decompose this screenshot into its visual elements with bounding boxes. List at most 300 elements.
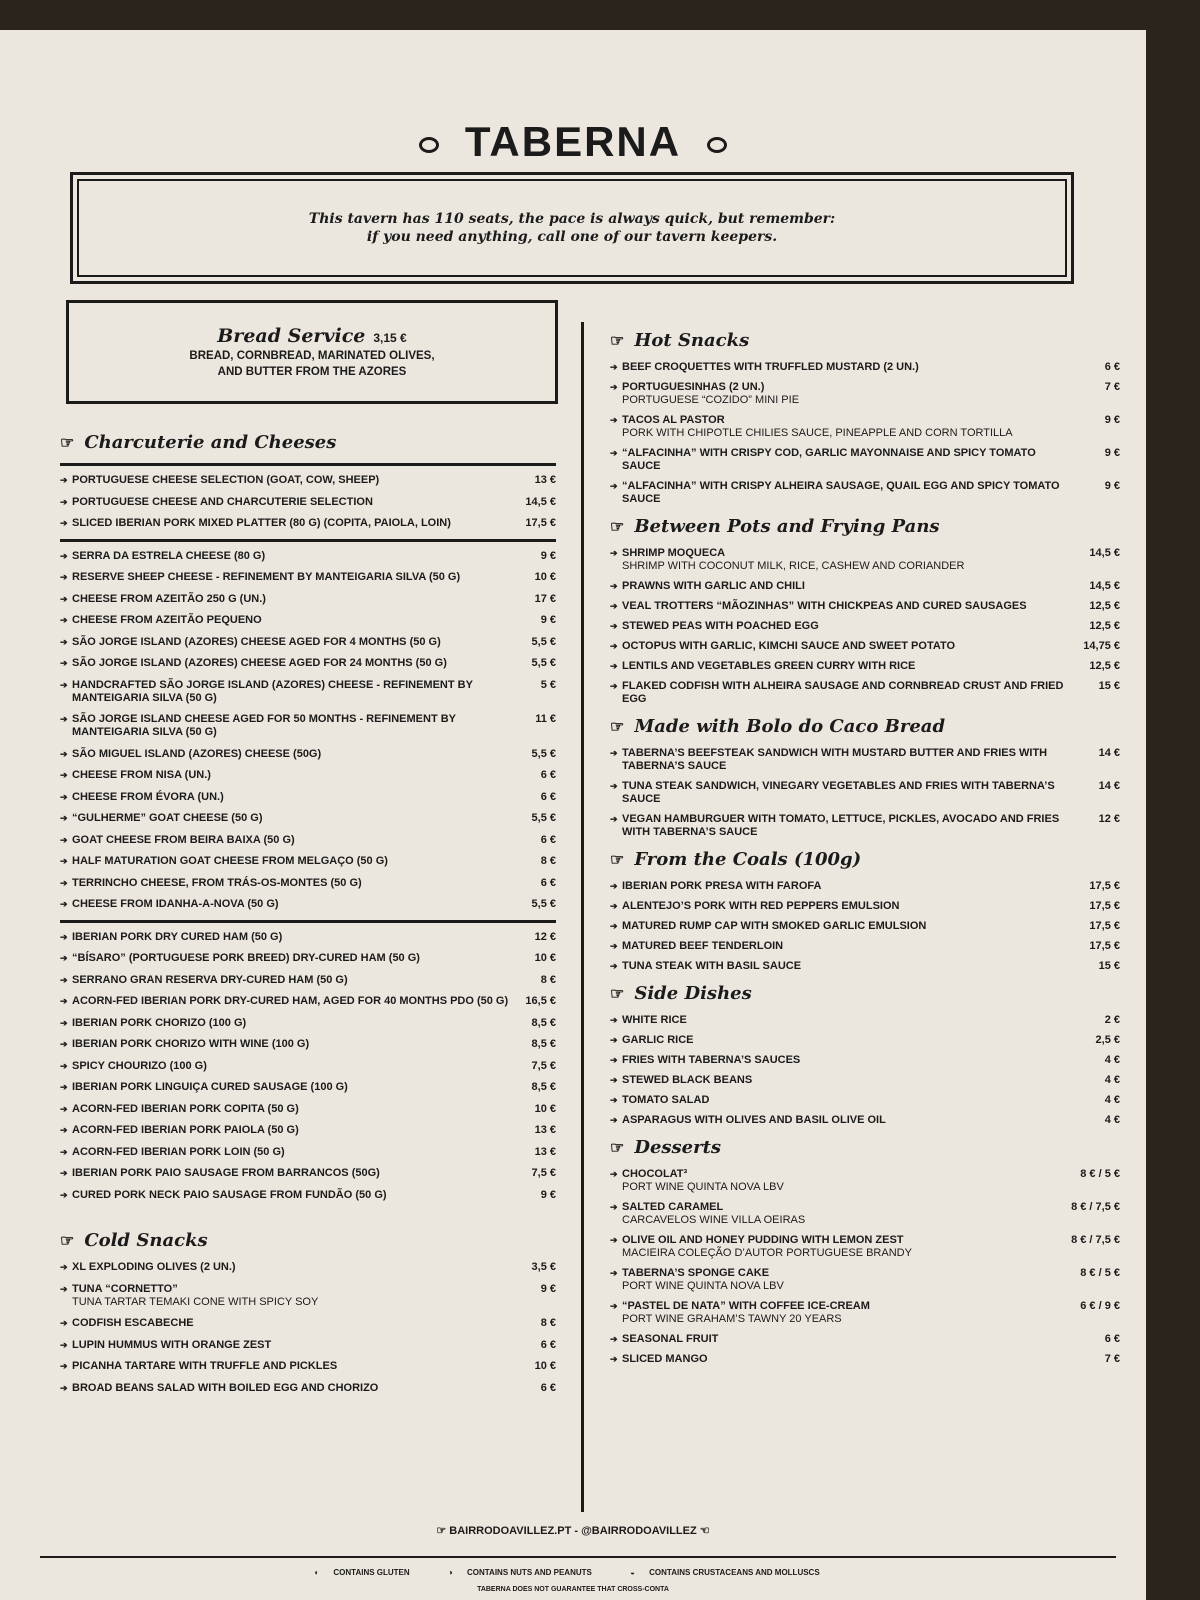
- menu-item: [610, 960, 1120, 973]
- menu-item: [610, 620, 1120, 633]
- menu-item: [60, 713, 556, 739]
- section-rule: [60, 539, 556, 542]
- bread-price: 3,15 €: [373, 331, 407, 345]
- bread-title: Bread Service: [217, 325, 366, 347]
- arrow-icon: ➔: [60, 974, 68, 985]
- menu-item-name: IBERIAN PORK LINGUIÇA CURED SAUSAGE (100 G): [72, 1081, 348, 1093]
- menu-item-name: VEGAN HAMBURGUER WITH TOMATO, LETTUCE, PICKLES, AVOCADO AND FRIES WITH TABERNA’S SAUCE: [622, 813, 1060, 838]
- menu-item: [60, 1081, 556, 1094]
- menu-item-name: “PASTEL DE NATA” WITH COFFEE ICE-CREAM: [622, 1300, 870, 1312]
- menu-item-price: 5,5 €: [531, 635, 556, 648]
- arrow-icon: ➔: [60, 679, 68, 690]
- arrow-icon: ➔: [610, 1075, 618, 1085]
- website-link[interactable]: BAIRRODOAVILLEZ.PT: [449, 1525, 572, 1537]
- arrow-icon: ➔: [610, 621, 618, 631]
- menu-item-price: 2 €: [1104, 1014, 1120, 1026]
- bread-desc-1: BREAD, CORNBREAD, MARINATED OLIVES,: [189, 350, 435, 362]
- menu-item-name: TOMATO SALAD: [622, 1094, 710, 1106]
- menu-item-name: IBERIAN PORK CHORIZO (100 G): [72, 1016, 247, 1029]
- menu-item-name: PORTUGUESE CHEESE AND CHARCUTERIE SELECTION: [72, 495, 373, 508]
- arrow-icon: ➔: [610, 901, 618, 911]
- arrow-icon: ➔: [60, 1125, 68, 1135]
- menu-item-desc: PORT WINE QUINTA NOVA LBV: [622, 1280, 784, 1292]
- menu-item-name: SERRANO GRAN RESERVA DRY-CURED HAM (50 G): [72, 973, 348, 986]
- menu-item: [60, 995, 556, 1008]
- menu-item-price: 17,5 €: [1089, 880, 1120, 892]
- menu-item-name: “BÍSARO” (PORTUGUESE PORK BREED) DRY-CURED HAM (50 G): [72, 952, 420, 964]
- menu-item: [60, 974, 556, 987]
- menu-item-name: CHEESE FROM AZEITÃO PEQUENO: [72, 614, 262, 626]
- section-bolo-do-caco: ☞ Made with Bolo do Caco Bread: [610, 716, 946, 737]
- arrow-icon: ➔: [610, 1115, 618, 1125]
- menu-item-price: 5,5 €: [531, 898, 556, 910]
- menu-item-price: 6 €: [540, 1381, 556, 1394]
- menu-item-name: IBERIAN PORK CHORIZO WITH WINE (100 G): [72, 1038, 310, 1050]
- arrow-icon: ➔: [60, 636, 68, 647]
- arrow-icon: ➔: [60, 770, 68, 780]
- legend-nuts: CONTAINS NUTS AND PEANUTS: [466, 1568, 592, 1577]
- arrow-icon: ➔: [60, 791, 68, 802]
- menu-item-name: CHEESE FROM AZEITÃO 250 G (UN.): [72, 592, 266, 605]
- menu-item: [610, 1201, 1120, 1227]
- menu-item-price: 3,5 €: [531, 1261, 556, 1273]
- arrow-icon: ➔: [610, 881, 618, 891]
- column-divider: [581, 322, 584, 1512]
- arrow-icon: ➔: [60, 1382, 68, 1393]
- menu-item-name: ALENTEJO’S PORK WITH RED PEPPERS EMULSION: [622, 900, 900, 912]
- section-from-coals: ☞ From the Coals (100g): [610, 849, 862, 870]
- menu-item: [60, 1017, 556, 1030]
- arrow-icon: ➔: [60, 1339, 68, 1350]
- menu-item-price: 2,5 €: [1095, 1034, 1120, 1046]
- menu-item: [60, 769, 556, 782]
- menu-item: [610, 1014, 1120, 1027]
- menu-item-price: 15 €: [1098, 960, 1120, 972]
- arrow-icon: ➔: [610, 601, 618, 611]
- menu-item-price: 6 €: [540, 769, 556, 781]
- menu-item-name: SLICED MANGO: [622, 1353, 708, 1365]
- menu-item-name: GOAT CHEESE FROM BEIRA BAIXA (50 G): [72, 833, 295, 846]
- menu-item: [60, 1060, 556, 1073]
- menu-item-name: TABERNA’S SPONGE CAKE: [622, 1267, 770, 1279]
- menu-item: [610, 813, 1120, 839]
- arrow-icon: ➔: [610, 661, 618, 671]
- menu-item-name: PORTUGUESE CHEESE SELECTION (GOAT, COW, SHEEP): [72, 474, 380, 486]
- notice-box: [70, 172, 1074, 284]
- menu-item-name: FLAKED CODFISH WITH ALHEIRA SAUSAGE AND CORNBREAD CRUST AND FRIED EGG: [622, 680, 1064, 705]
- menu-item: [610, 447, 1120, 473]
- pointing-hand-icon: ☞: [60, 433, 75, 452]
- menu-item: [610, 414, 1120, 440]
- arrow-icon: ➔: [610, 1268, 618, 1278]
- arrow-icon: ➔: [610, 1035, 618, 1045]
- menu-item: [60, 679, 556, 705]
- arrow-icon: ➔: [60, 1103, 68, 1114]
- menu-item: [610, 880, 1120, 893]
- menu-item-name: STEWED PEAS WITH POACHED EGG: [622, 620, 819, 632]
- menu-item: [610, 1034, 1120, 1047]
- pointing-hand-icon: ☞: [610, 850, 625, 869]
- ornament-icon: [419, 137, 439, 153]
- menu-item: [610, 1267, 1120, 1293]
- menu-item-name: STEWED BLACK BEANS: [622, 1074, 753, 1086]
- menu-item-price: 13 €: [534, 474, 556, 486]
- menu-item-desc: TUNA TARTAR TEMAKI CONE WITH SPICY SOY: [72, 1295, 319, 1308]
- menu-item-price: 17,5 €: [1089, 940, 1120, 952]
- menu-item: [610, 1074, 1120, 1087]
- menu-item-price: 4 €: [1104, 1094, 1120, 1106]
- menu-item-name: XL EXPLODING OLIVES (2 UN.): [72, 1261, 236, 1273]
- menu-item-price: 13 €: [534, 1145, 556, 1158]
- section-pots-pans: ☞ Between Pots and Frying Pans: [610, 516, 940, 537]
- menu-item-name: RESERVE SHEEP CHEESE - REFINEMENT BY MANTEIGARIA SILVA (50 G): [72, 571, 461, 583]
- notice-line-1: This tavern has 110 seats, the pace is always quick, but remember:: [308, 211, 836, 227]
- menu-item-name: CHEESE FROM NISA (UN.): [72, 769, 211, 781]
- menu-item-name: WHITE RICE: [622, 1014, 687, 1026]
- menu-item-name: SÃO JORGE ISLAND CHEESE AGED FOR 50 MONTHS - REFINEMENT BY MANTEIGARIA SILVA (50 G): [72, 713, 456, 738]
- pointing-hand-icon: ☞: [610, 984, 625, 1003]
- menu-item-price: 9 €: [540, 614, 556, 626]
- left-column: [60, 422, 556, 1403]
- menu-item-name: SHRIMP MOQUECA: [622, 547, 726, 559]
- menu-item-price: 8 € / 7,5 €: [1071, 1234, 1120, 1246]
- menu-item-price: 6 €: [1104, 1333, 1120, 1345]
- menu-item-desc: SHRIMP WITH COCONUT MILK, RICE, CASHEW AND CORIANDER: [622, 560, 965, 572]
- menu-item-price: 8 €: [540, 1317, 556, 1329]
- arrow-icon: ➔: [60, 748, 68, 759]
- menu-item-price: 5,5 €: [531, 657, 556, 669]
- menu-item-name: “ALFACINHA” WITH CRISPY COD, GARLIC MAYONNAISE AND SPICY TOMATO SAUCE: [622, 447, 1036, 472]
- social-handle[interactable]: @BAIRRODOAVILLEZ: [581, 1525, 697, 1537]
- menu-item: [610, 900, 1120, 913]
- menu-item: [610, 1353, 1120, 1366]
- menu-item-price: 13 €: [534, 1124, 556, 1136]
- menu-item: [60, 550, 556, 563]
- arrow-icon: ➔: [610, 1055, 618, 1065]
- menu-item-price: 14,5 €: [1089, 580, 1120, 592]
- menu-item-name: TUNA STEAK WITH BASIL SAUCE: [622, 960, 802, 972]
- menu-item-name: SLICED IBERIAN PORK MIXED PLATTER (80 G) (COPITA, PAIOLA, LOIN): [72, 517, 451, 529]
- menu-item: [610, 580, 1120, 593]
- arrow-icon: ➔: [610, 814, 618, 824]
- menu-item-name: SEASONAL FRUIT: [622, 1333, 719, 1345]
- menu-item-price: 7 €: [1104, 1353, 1120, 1365]
- arrow-icon: ➔: [60, 615, 68, 625]
- menu-item-price: 6 €: [540, 833, 556, 846]
- menu-item-price: 16,5 €: [525, 995, 556, 1007]
- menu-item-name: CODFISH ESCABECHE: [72, 1317, 194, 1329]
- arrow-icon: ➔: [610, 548, 618, 558]
- arrow-icon: ➔: [60, 1039, 68, 1049]
- footer-links: ☞ BAIRRODOAVILLEZ.PT - @BAIRRODOAVILLEZ ☜: [436, 1525, 710, 1537]
- menu-item-name: ACORN-FED IBERIAN PORK DRY-CURED HAM, AGED FOR 40 MONTHS PDO (50 G): [72, 995, 509, 1007]
- menu-item-price: 6 €: [540, 1338, 556, 1351]
- menu-item-name: OCTOPUS WITH GARLIC, KIMCHI SAUCE AND SWEET POTATO: [622, 640, 956, 652]
- menu-item-price: 14,5 €: [1089, 547, 1120, 559]
- menu-item-price: 6 €: [540, 876, 556, 889]
- menu-item: [610, 381, 1120, 407]
- menu-item-price: 11 €: [535, 713, 556, 725]
- arrow-icon: ➔: [60, 572, 68, 582]
- menu-item-price: 17 €: [534, 592, 556, 605]
- menu-item-price: 14,5 €: [525, 495, 556, 508]
- menu-item: [60, 855, 556, 868]
- menu-item-price: 6 €: [1104, 361, 1120, 373]
- arrow-icon: ➔: [610, 1015, 618, 1025]
- arrow-icon: ➔: [60, 834, 68, 845]
- menu-item-desc: PORT WINE QUINTA NOVA LBV: [622, 1181, 784, 1193]
- menu-item-name: IBERIAN PORK DRY CURED HAM (50 G): [72, 930, 283, 943]
- notice-line-2: if you need anything, call one of our tavern keepers.: [366, 229, 778, 245]
- arrow-icon: ➔: [60, 1082, 68, 1092]
- menu-item-price: 7,5 €: [531, 1059, 556, 1072]
- arrow-icon: ➔: [610, 681, 618, 691]
- menu-item-price: 9 €: [1104, 480, 1120, 492]
- arrow-icon: ➔: [60, 518, 68, 528]
- arrow-icon: ➔: [60, 813, 68, 823]
- menu-item: [610, 780, 1120, 806]
- menu-item-price: 7 €: [1104, 381, 1120, 393]
- menu-item-price: 17,5 €: [1089, 900, 1120, 912]
- menu-item: [60, 1038, 556, 1051]
- arrow-icon: ➔: [610, 921, 618, 931]
- menu-item-name: PRAWNS WITH GARLIC AND CHILI: [622, 580, 805, 592]
- menu-item: [60, 931, 556, 944]
- arrow-icon: ➔: [610, 641, 618, 651]
- menu-item-price: 17,5 €: [525, 517, 556, 529]
- menu-item: [60, 571, 556, 584]
- section-desserts: ☞ Desserts: [610, 1137, 722, 1158]
- menu-item: [610, 1300, 1120, 1326]
- ornament-icon: [707, 137, 727, 153]
- menu-item-name: “ALFACINHA” WITH CRISPY ALHEIRA SAUSAGE, QUAIL EGG AND SPICY TOMATO SAUCE: [622, 480, 1060, 505]
- arrow-icon: ➔: [610, 1334, 618, 1344]
- pointing-hand-icon: ☞: [60, 1231, 75, 1250]
- section-rule: [60, 920, 556, 923]
- menu-item-name: “GULHERME” GOAT CHEESE (50 G): [72, 812, 263, 824]
- menu-item-price: 5,5 €: [531, 812, 556, 824]
- arrow-icon: ➔: [60, 1060, 68, 1071]
- menu-item-name: CHEESE FROM IDANHA-A-NOVA (50 G): [72, 898, 279, 910]
- menu-item: [60, 636, 556, 649]
- menu-item-price: 9 €: [1104, 447, 1120, 459]
- menu-item-name: IBERIAN PORK PAIO SAUSAGE FROM BARRANCOS (50G): [72, 1167, 380, 1179]
- menu-item-price: 5,5 €: [531, 747, 556, 760]
- arrow-icon: ➔: [610, 581, 618, 591]
- menu-item-name: SÃO JORGE ISLAND (AZORES) CHEESE AGED FOR 4 MONTHS (50 G): [72, 635, 441, 648]
- menu-item: [60, 1189, 556, 1202]
- menu-item-name: SPICY CHOURIZO (100 G): [72, 1059, 207, 1072]
- menu-item-name: TABERNA’S BEEFSTEAK SANDWICH WITH MUSTARD BUTTER AND FRIES WITH TABERNA’S SAUCE: [622, 747, 1048, 772]
- menu-title: TABERNA: [0, 118, 1146, 166]
- arrow-icon: ➔: [610, 961, 618, 971]
- arrow-icon: ➔: [60, 1189, 68, 1200]
- menu-item: [60, 898, 556, 911]
- menu-item: [60, 952, 556, 965]
- menu-item-desc: CARCAVELOS WINE VILLA OEIRAS: [622, 1214, 806, 1226]
- menu-item-desc: PORTUGUESE “COZIDO” MINI PIE: [622, 394, 800, 406]
- menu-item: [60, 1283, 556, 1309]
- arrow-icon: ➔: [610, 415, 618, 425]
- menu-item: [60, 1167, 556, 1180]
- menu-item: [610, 1234, 1120, 1260]
- menu-item: [610, 747, 1120, 773]
- section-cold-snacks: ☞ Cold Snacks: [60, 1230, 208, 1251]
- arrow-icon: ➔: [60, 931, 68, 942]
- arrow-icon: ➔: [610, 1095, 618, 1105]
- menu-item: [610, 1168, 1120, 1194]
- menu-item-name: ACORN-FED IBERIAN PORK PAIOLA (50 G): [72, 1124, 299, 1136]
- arrow-icon: ➔: [60, 899, 68, 909]
- menu-item: [60, 748, 556, 761]
- footer-rule: [40, 1556, 1116, 1558]
- menu-item-name: CURED PORK NECK PAIO SAUSAGE FROM FUNDÃO (50 G): [72, 1188, 387, 1201]
- menu-item-price: 9 €: [540, 1282, 556, 1295]
- menu-item: [60, 1103, 556, 1116]
- arrow-icon: ➔: [60, 1017, 68, 1028]
- menu-item-price: 8 € / 5 €: [1080, 1267, 1120, 1279]
- menu-item: [610, 1333, 1120, 1346]
- menu-item-name: OLIVE OIL AND HONEY PUDDING WITH LEMON ZEST: [622, 1234, 904, 1246]
- menu-item: [60, 834, 556, 847]
- menu-item-name: LUPIN HUMMUS WITH ORANGE ZEST: [72, 1338, 272, 1351]
- arrow-icon: ➔: [60, 593, 68, 604]
- menu-item-name: PICANHA TARTARE WITH TRUFFLE AND PICKLES: [72, 1360, 338, 1372]
- menu-item-price: 12 €: [534, 930, 556, 943]
- arrow-icon: ➔: [60, 1262, 68, 1272]
- arrow-icon: ➔: [610, 382, 618, 392]
- menu-item-name: TERRINCHO CHEESE, FROM TRÁS-OS-MONTES (50 G): [72, 876, 362, 889]
- menu-item: [610, 920, 1120, 933]
- menu-item: [60, 1146, 556, 1159]
- pointing-hand-icon: ☞: [610, 517, 625, 536]
- menu-item-price: 4 €: [1104, 1054, 1120, 1066]
- menu-item: [610, 940, 1120, 953]
- menu-item-name: FRIES WITH TABERNA’S SAUCES: [622, 1054, 801, 1066]
- menu-item: [610, 640, 1120, 653]
- arrow-icon: ➔: [610, 362, 618, 372]
- arrow-icon: ➔: [610, 1301, 618, 1311]
- menu-item: [610, 1094, 1120, 1107]
- menu-item: [60, 474, 556, 487]
- menu-item: [610, 547, 1120, 573]
- menu-item-price: 8 € / 5 €: [1080, 1168, 1120, 1180]
- arrow-icon: ➔: [60, 1283, 68, 1294]
- menu-item-price: 8,5 €: [531, 1038, 556, 1050]
- menu-item: [610, 480, 1120, 506]
- arrow-icon: ➔: [610, 941, 618, 951]
- arrow-icon: ➔: [60, 658, 68, 668]
- arrow-icon: ➔: [60, 953, 68, 963]
- menu-item-name: SERRA DA ESTRELA CHEESE (80 G): [72, 549, 266, 562]
- menu-item: [610, 1114, 1120, 1127]
- menu-item-name: VEAL TROTTERS “MÃOZINHAS” WITH CHICKPEAS AND CURED SAUSAGES: [622, 600, 1027, 612]
- menu-item-price: 4 €: [1104, 1074, 1120, 1086]
- arrow-icon: ➔: [610, 481, 618, 491]
- menu-item-name: TACOS AL PASTOR: [622, 414, 725, 426]
- arrow-icon: ➔: [60, 1318, 68, 1328]
- arrow-icon: ➔: [610, 448, 618, 458]
- section-charcuterie: ☞ Charcuterie and Cheeses: [60, 432, 337, 453]
- menu-item-price: 8 €: [540, 973, 556, 986]
- menu-item-name: SÃO JORGE ISLAND (AZORES) CHEESE AGED FOR 24 MONTHS (50 G): [72, 657, 447, 669]
- menu-item-price: 5 €: [540, 678, 556, 691]
- menu-item-name: GARLIC RICE: [622, 1034, 694, 1046]
- arrow-icon: ➔: [610, 748, 618, 758]
- arrow-icon: ➔: [60, 475, 68, 485]
- pointing-hand-icon: ☞: [610, 1138, 625, 1157]
- arrow-icon: ➔: [610, 1202, 618, 1212]
- menu-item: [60, 1360, 556, 1373]
- arrow-icon: ➔: [60, 877, 68, 888]
- menu-item-price: 14 €: [1098, 780, 1120, 792]
- menu-item-desc: PORK WITH CHIPOTLE CHILIES SAUCE, PINEAPPLE AND CORN TORTILLA: [622, 427, 1013, 439]
- menu-item-price: 10 €: [534, 1360, 556, 1372]
- allergen-legend: ◐ CONTAINS GLUTEN ◑ CONTAINS NUTS AND PEANUTS ◒ CONTAINS CRUSTACEANS AND MOLLUSCS: [314, 1568, 820, 1577]
- legend-gluten: CONTAINS GLUTEN: [333, 1568, 410, 1577]
- menu-item-price: 8,5 €: [531, 1016, 556, 1029]
- menu-item-price: 12 €: [1098, 813, 1120, 825]
- menu-item: [610, 600, 1120, 613]
- menu-item: [60, 496, 556, 509]
- menu-item-name: BEEF CROQUETTES WITH TRUFFLED MUSTARD (2 UN.): [622, 361, 919, 373]
- menu-item-price: 10 €: [534, 571, 556, 583]
- menu-item: [610, 1054, 1120, 1067]
- arrow-icon: ➔: [60, 714, 68, 724]
- menu-item-desc: MACIEIRA COLEÇÃO D’AUTOR PORTUGUESE BRANDY: [622, 1247, 912, 1259]
- arrow-icon: ➔: [610, 1235, 618, 1245]
- menu-item: [60, 1382, 556, 1395]
- bread-desc-2: AND BUTTER FROM THE AZORES: [217, 366, 407, 378]
- pointing-hand-icon: ☞: [610, 717, 625, 736]
- menu-item-name: SÃO MIGUEL ISLAND (AZORES) CHEESE (50G): [72, 747, 322, 760]
- menu-item: [60, 1317, 556, 1330]
- menu-item-name: LENTILS AND VEGETABLES GREEN CURRY WITH RICE: [622, 660, 916, 672]
- menu-item-name: ACORN-FED IBERIAN PORK LOIN (50 G): [72, 1145, 285, 1158]
- section-hot-snacks: ☞ Hot Snacks: [610, 330, 750, 351]
- arrow-icon: ➔: [610, 781, 618, 791]
- menu-item-price: 12,5 €: [1089, 620, 1120, 632]
- menu-item: [610, 660, 1120, 673]
- menu-item: [60, 1124, 556, 1137]
- menu-item-price: 15 €: [1098, 680, 1120, 692]
- menu-item-price: 6 €: [540, 790, 556, 803]
- menu-item-name: HALF MATURATION GOAT CHEESE FROM MELGAÇO (50 G): [72, 855, 388, 867]
- menu-item: [60, 1339, 556, 1352]
- legend-warning: TABERNA DOES NOT GUARANTEE THAT CROSS-CONTA: [477, 1586, 669, 1593]
- bread-service-box: [66, 300, 558, 404]
- section-side-dishes: ☞ Side Dishes: [610, 983, 752, 1004]
- menu-item-name: CHOCOLAT³: [622, 1168, 688, 1180]
- menu-item-price: 8 € / 7,5 €: [1071, 1201, 1120, 1213]
- arrow-icon: ➔: [60, 996, 68, 1006]
- menu-item-name: SALTED CARAMEL: [622, 1201, 724, 1213]
- menu-item-price: 10 €: [534, 1102, 556, 1115]
- arrow-icon: ➔: [60, 1361, 68, 1371]
- menu-item-name: ASPARAGUS WITH OLIVES AND BASIL OLIVE OIL: [622, 1114, 886, 1126]
- legend-crustaceans: CONTAINS CRUSTACEANS AND MOLLUSCS: [649, 1568, 820, 1577]
- menu-item-price: 14,75 €: [1083, 640, 1120, 652]
- menu-item-price: 12,5 €: [1089, 600, 1120, 612]
- menu-item-price: 4 €: [1104, 1114, 1120, 1126]
- menu-item-price: 14 €: [1098, 747, 1120, 759]
- menu-item-price: 17,5 €: [1089, 920, 1120, 932]
- menu-item: [60, 614, 556, 627]
- menu-item-price: 9 €: [540, 549, 556, 562]
- menu-item: [610, 680, 1120, 706]
- menu-item-name: MATURED BEEF TENDERLOIN: [622, 940, 784, 952]
- menu-item-name: TUNA “CORNETTO”: [72, 1282, 178, 1295]
